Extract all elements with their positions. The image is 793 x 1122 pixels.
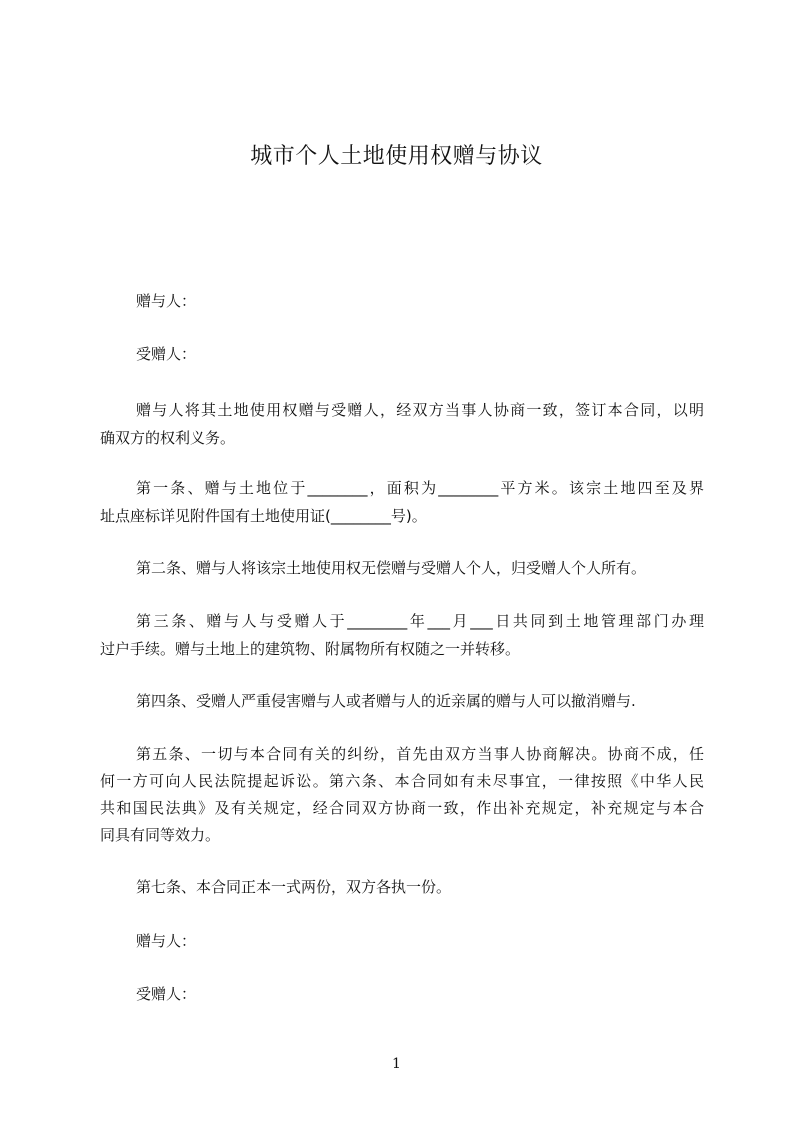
article-5-line-1: 第五条、一切与本合同有关的纠纷，首先由双方当事人协商解决。协商不成，任 — [136, 745, 704, 763]
donor-label-bottom: 赠与人： — [136, 932, 197, 950]
article-3-line-1: 第三条、赠与人与受赠人于________年___月___日共同到土地管理部门办理 — [136, 612, 704, 630]
article-7-line-1: 第七条、本合同正本一式两份，双方各执一份。 — [136, 878, 452, 896]
article-3-line-2: 过户手续。赠与土地上的建筑物、附属物所有权随之一并转移。 — [100, 640, 521, 658]
article-2-line-1: 第二条、赠与人将该宗土地使用权无偿赠与受赠人个人，归受赠人个人所有。 — [136, 559, 647, 577]
article-5-line-2: 何一方可向人民法院提起诉讼。第六条、本合同如有未尽事宜，一律按照《中华人民 — [100, 772, 704, 790]
article-5-line-3: 共和国民法典》及有关规定，经合同双方协商一致，作出补充规定，补充规定与本合 — [100, 799, 704, 817]
article-1-line-1: 第一条、赠与土地位于________，面积为________平方米。该宗土地四至及界 — [136, 479, 704, 497]
donee-label-top: 受赠人： — [136, 345, 197, 363]
preamble-line-1: 赠与人将其土地使用权赠与受赠人，经双方当事人协商一致，签订本合同，以明 — [136, 401, 704, 419]
article-5-line-4: 同具有同等效力。 — [100, 826, 221, 844]
document-title: 城市个人土地使用权赠与协议 — [250, 144, 543, 169]
donee-label-bottom: 受赠人： — [136, 985, 197, 1003]
preamble-line-2: 确双方的权利义务。 — [100, 429, 236, 447]
article-4-line-1: 第四条、受赠人严重侵害赠与人或者赠与人的近亲属的赠与人可以撤消赠与. — [136, 692, 636, 710]
page-number: 1 — [392, 1056, 401, 1072]
article-1-line-2: 址点座标详见附件国有土地使用证(________号)。 — [100, 507, 427, 525]
donor-label-top: 赠与人： — [136, 292, 197, 310]
